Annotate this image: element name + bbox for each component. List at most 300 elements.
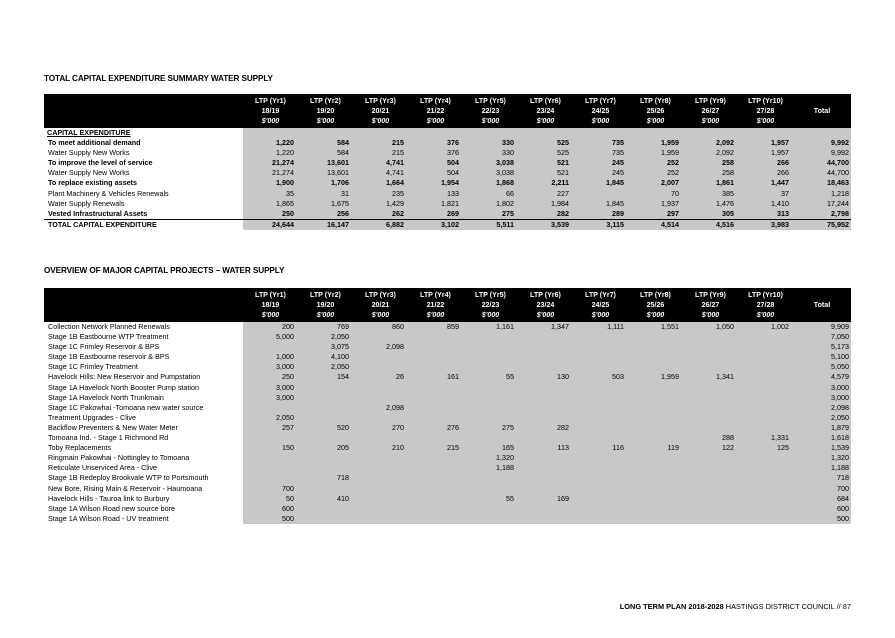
value-cell <box>683 504 738 514</box>
value-cell <box>408 332 463 342</box>
value-cell <box>408 433 463 443</box>
column-header: $'000 <box>518 116 573 128</box>
value-cell: 1,429 <box>353 199 408 209</box>
value-cell <box>518 484 573 494</box>
value-cell <box>243 342 298 352</box>
value-cell: 1,937 <box>628 199 683 209</box>
value-cell: 150 <box>243 443 298 453</box>
row-label: New Bore, Rising Main & Reservoir - Haumoana <box>48 483 203 493</box>
value-cell <box>408 514 463 524</box>
value-cell: 266 <box>738 168 793 178</box>
column-header: LTP (Yr7) <box>573 94 628 106</box>
project-row <box>44 372 851 382</box>
value-cell <box>573 342 628 352</box>
column-header: LTP (Yr10) <box>738 288 793 300</box>
column-header: LTP (Yr7) <box>573 288 628 300</box>
value-cell: 1,341 <box>683 372 738 382</box>
value-cell <box>738 514 793 524</box>
value-cell: 500 <box>243 514 298 524</box>
total-column-header <box>793 116 851 128</box>
value-cell: 718 <box>298 473 353 483</box>
column-header: LTP (Yr6) <box>518 94 573 106</box>
value-cell: 521 <box>518 168 573 178</box>
column-header: LTP (Yr4) <box>408 288 463 300</box>
column-header: LTP (Yr3) <box>353 288 408 300</box>
value-cell: 266 <box>738 158 793 168</box>
value-cell <box>463 352 518 362</box>
column-header: LTP (Yr5) <box>463 94 518 106</box>
column-header: LTP (Yr1) <box>243 94 298 106</box>
value-cell: 1,050 <box>683 322 738 332</box>
column-header: $'000 <box>628 310 683 322</box>
value-cell: 1,802 <box>463 199 518 209</box>
value-cell <box>628 484 683 494</box>
value-cell <box>463 383 518 393</box>
row-label: Water Supply New Works <box>48 168 130 178</box>
value-cell: 50 <box>243 494 298 504</box>
value-cell <box>463 332 518 342</box>
total-column-header <box>793 310 851 322</box>
value-cell: 154 <box>298 372 353 382</box>
value-cell: 1,320 <box>463 453 518 463</box>
footer-council: HASTINGS DISTRICT COUNCIL // 87 <box>723 602 851 611</box>
value-cell <box>573 423 628 433</box>
value-cell: 1,861 <box>683 178 738 188</box>
value-cell <box>573 413 628 423</box>
value-cell: 1,957 <box>738 138 793 148</box>
value-cell: 3,038 <box>463 158 518 168</box>
value-cell <box>573 504 628 514</box>
row-total-cell: 9,909 <box>793 322 851 332</box>
value-cell <box>683 463 738 473</box>
value-cell: 161 <box>408 372 463 382</box>
row-label: Havelock Hills - Tauroa link to Burbury <box>48 493 170 503</box>
column-header: LTP (Yr3) <box>353 94 408 106</box>
value-cell <box>683 383 738 393</box>
column-header: LTP (Yr8) <box>628 288 683 300</box>
column-header: LTP (Yr2) <box>298 94 353 106</box>
project-row <box>44 473 851 483</box>
header-blank-cell <box>44 106 243 116</box>
value-cell: 269 <box>408 209 463 220</box>
value-cell <box>298 433 353 443</box>
header-row-1 <box>44 288 851 300</box>
value-cell <box>518 332 573 342</box>
value-cell: 330 <box>463 138 518 148</box>
row-total-cell: 1,188 <box>793 463 851 473</box>
row-total-cell: 1,320 <box>793 453 851 463</box>
value-cell <box>518 413 573 423</box>
row-label: CAPITAL EXPENDITURE <box>47 128 131 137</box>
value-cell <box>738 463 793 473</box>
project-row <box>44 484 851 494</box>
value-cell: 2,098 <box>353 403 408 413</box>
row-total-cell: 500 <box>793 514 851 524</box>
value-cell <box>573 484 628 494</box>
value-cell: 215 <box>353 138 408 148</box>
row-label: Stage 1A Wilson Road - UV treatment <box>48 513 169 523</box>
value-cell: 55 <box>463 494 518 504</box>
value-cell: 385 <box>683 189 738 199</box>
value-cell: 215 <box>408 443 463 453</box>
value-cell: 1,865 <box>243 199 298 209</box>
column-header: LTP (Yr8) <box>628 94 683 106</box>
value-cell <box>408 383 463 393</box>
column-header: LTP (Yr1) <box>243 288 298 300</box>
column-header: 23/24 <box>518 300 573 310</box>
value-cell: 250 <box>243 372 298 382</box>
value-cell: 520 <box>298 423 353 433</box>
value-cell: 3,000 <box>243 362 298 372</box>
value-cell: 275 <box>463 423 518 433</box>
value-cell <box>738 393 793 403</box>
value-cell <box>573 128 628 138</box>
project-row <box>44 393 851 403</box>
value-cell: 1,959 <box>628 148 683 158</box>
value-cell <box>518 403 573 413</box>
column-header: 27/28 <box>738 300 793 310</box>
value-cell <box>738 383 793 393</box>
row-label: Backflow Preventers & New Water Meter <box>48 422 178 432</box>
column-header: $'000 <box>738 310 793 322</box>
value-cell: 376 <box>408 148 463 158</box>
value-cell <box>298 504 353 514</box>
value-cell <box>518 473 573 483</box>
value-cell: 1,220 <box>243 138 298 148</box>
header-row-2 <box>44 300 851 310</box>
value-cell <box>683 128 738 138</box>
project-row <box>44 494 851 504</box>
value-cell <box>243 128 298 138</box>
value-cell <box>628 362 683 372</box>
value-cell <box>628 332 683 342</box>
value-cell <box>628 128 683 138</box>
value-cell <box>738 128 793 138</box>
value-cell <box>683 403 738 413</box>
value-cell <box>353 362 408 372</box>
project-row <box>44 342 851 352</box>
value-cell <box>408 403 463 413</box>
value-cell <box>518 342 573 352</box>
value-cell <box>518 514 573 524</box>
project-row <box>44 322 851 332</box>
column-header: 21/22 <box>408 106 463 116</box>
column-header: $'000 <box>573 116 628 128</box>
column-header: 18/19 <box>243 300 298 310</box>
value-cell: 2,098 <box>353 342 408 352</box>
header-blank-cell <box>44 94 243 106</box>
value-cell: 245 <box>573 168 628 178</box>
value-cell: 262 <box>353 209 408 220</box>
row-total-cell: 684 <box>793 494 851 504</box>
row-label: Treatment Upgrades - Clive <box>48 412 137 422</box>
column-header: 22/23 <box>463 106 518 116</box>
header-row-3 <box>44 116 851 128</box>
column-header: 22/23 <box>463 300 518 310</box>
total-column-header: Total <box>793 106 851 116</box>
value-cell <box>518 128 573 138</box>
row-total-cell: 44,700 <box>793 158 851 168</box>
header-blank-cell <box>44 116 243 128</box>
value-cell: 2,211 <box>518 178 573 188</box>
project-row <box>44 362 851 372</box>
row-total-cell: 1,879 <box>793 423 851 433</box>
value-cell: 16,147 <box>298 219 353 230</box>
value-cell <box>738 473 793 483</box>
value-cell <box>683 362 738 372</box>
row-total-cell: 2,798 <box>793 209 851 220</box>
value-cell <box>353 128 408 138</box>
value-cell <box>408 494 463 504</box>
row-total-cell: 17,244 <box>793 199 851 209</box>
row-label: Stage 1C Frimley Reservoir & BPS <box>48 342 160 352</box>
row-label: Water Supply New Works <box>48 148 130 158</box>
value-cell <box>353 494 408 504</box>
value-cell <box>683 352 738 362</box>
value-cell <box>353 393 408 403</box>
row-total-cell: 7,050 <box>793 332 851 342</box>
row-label: To improve the level of service <box>48 158 153 168</box>
value-cell <box>463 403 518 413</box>
value-cell: 35 <box>243 189 298 199</box>
header-row-1 <box>44 94 851 106</box>
summary-row <box>44 219 851 230</box>
page-footer <box>620 602 851 611</box>
value-cell: 205 <box>298 443 353 453</box>
row-label: To replace existing assets <box>48 178 137 188</box>
value-cell: 21,274 <box>243 158 298 168</box>
summary-body <box>44 128 851 230</box>
value-cell: 1,821 <box>408 199 463 209</box>
column-header: LTP (Yr9) <box>683 288 738 300</box>
column-header: LTP (Yr5) <box>463 288 518 300</box>
value-cell <box>298 413 353 423</box>
value-cell <box>463 342 518 352</box>
row-total-cell: 75,952 <box>793 219 851 230</box>
row-total-cell: 44,700 <box>793 168 851 178</box>
row-total-cell: 5,173 <box>793 342 851 352</box>
summary-row <box>44 209 851 220</box>
row-total-cell: 1,539 <box>793 443 851 453</box>
row-total-cell: 5,050 <box>793 362 851 372</box>
value-cell: 503 <box>573 372 628 382</box>
value-cell: 1,675 <box>298 199 353 209</box>
column-header: 27/28 <box>738 106 793 116</box>
capital-expenditure-summary-table <box>44 94 851 230</box>
value-cell: 504 <box>408 158 463 168</box>
value-cell <box>738 342 793 352</box>
value-cell <box>243 463 298 473</box>
value-cell: 288 <box>683 433 738 443</box>
value-cell <box>408 453 463 463</box>
row-total-cell <box>793 128 851 138</box>
value-cell <box>298 484 353 494</box>
value-cell <box>518 504 573 514</box>
value-cell <box>628 342 683 352</box>
projects-body <box>44 322 851 524</box>
column-header: $'000 <box>683 310 738 322</box>
value-cell <box>298 514 353 524</box>
value-cell: 1,111 <box>573 322 628 332</box>
column-header: $'000 <box>463 116 518 128</box>
value-cell: 245 <box>573 158 628 168</box>
value-cell <box>683 393 738 403</box>
value-cell: 130 <box>518 372 573 382</box>
value-cell <box>243 433 298 443</box>
value-cell: 256 <box>298 209 353 220</box>
value-cell: 700 <box>243 484 298 494</box>
row-label: Reticulate Unserviced Area - Clive <box>48 463 158 473</box>
column-header: 20/21 <box>353 300 408 310</box>
value-cell <box>243 473 298 483</box>
value-cell <box>408 413 463 423</box>
value-cell <box>408 342 463 352</box>
row-total-cell: 1,218 <box>793 189 851 199</box>
value-cell: 37 <box>738 189 793 199</box>
value-cell: 210 <box>353 443 408 453</box>
value-cell <box>628 453 683 463</box>
value-cell <box>408 362 463 372</box>
value-cell: 119 <box>628 443 683 453</box>
value-cell: 66 <box>463 189 518 199</box>
value-cell <box>353 504 408 514</box>
value-cell <box>738 403 793 413</box>
value-cell <box>408 393 463 403</box>
value-cell: 258 <box>683 168 738 178</box>
column-header: 24/25 <box>573 300 628 310</box>
project-row <box>44 383 851 393</box>
value-cell <box>353 332 408 342</box>
column-header: 18/19 <box>243 106 298 116</box>
column-header: 23/24 <box>518 106 573 116</box>
value-cell: 227 <box>518 189 573 199</box>
value-cell: 860 <box>353 322 408 332</box>
column-header: $'000 <box>243 310 298 322</box>
column-header: $'000 <box>573 310 628 322</box>
column-header: $'000 <box>298 116 353 128</box>
column-header: $'000 <box>628 116 683 128</box>
value-cell: 125 <box>738 443 793 453</box>
value-cell: 297 <box>628 209 683 220</box>
value-cell <box>353 383 408 393</box>
value-cell: 1,957 <box>738 148 793 158</box>
value-cell: 504 <box>408 168 463 178</box>
value-cell: 4,516 <box>683 219 738 230</box>
value-cell: 1,410 <box>738 199 793 209</box>
value-cell: 3,000 <box>243 393 298 403</box>
total-column-header <box>793 288 851 300</box>
header-row-2 <box>44 106 851 116</box>
column-header: 20/21 <box>353 106 408 116</box>
row-total-cell: 2,050 <box>793 413 851 423</box>
value-cell: 169 <box>518 494 573 504</box>
value-cell <box>628 433 683 443</box>
project-row <box>44 413 851 423</box>
value-cell <box>738 362 793 372</box>
value-cell: 1,954 <box>408 178 463 188</box>
value-cell <box>573 473 628 483</box>
value-cell: 1,551 <box>628 322 683 332</box>
column-header: LTP (Yr9) <box>683 94 738 106</box>
value-cell <box>738 453 793 463</box>
value-cell <box>683 473 738 483</box>
value-cell: 525 <box>518 148 573 158</box>
project-row <box>44 514 851 524</box>
value-cell: 330 <box>463 148 518 158</box>
column-header: 19/20 <box>298 106 353 116</box>
value-cell: 2,050 <box>243 413 298 423</box>
value-cell <box>573 189 628 199</box>
project-row <box>44 504 851 514</box>
value-cell <box>738 423 793 433</box>
value-cell <box>463 393 518 403</box>
value-cell: 4,100 <box>298 352 353 362</box>
value-cell <box>518 453 573 463</box>
value-cell: 1,347 <box>518 322 573 332</box>
row-label: Tomoana Ind. - Stage 1 Richmond Rd <box>48 433 169 443</box>
column-header: 21/22 <box>408 300 463 310</box>
column-header: 26/27 <box>683 300 738 310</box>
value-cell <box>628 403 683 413</box>
value-cell: 55 <box>463 372 518 382</box>
column-header: $'000 <box>408 116 463 128</box>
value-cell: 200 <box>243 322 298 332</box>
value-cell: 252 <box>628 158 683 168</box>
row-label: Stage 1B Redeploy Brookvale WTP to Portsmouth <box>48 473 209 483</box>
row-total-cell: 18,463 <box>793 178 851 188</box>
value-cell <box>738 413 793 423</box>
value-cell <box>683 413 738 423</box>
value-cell <box>683 423 738 433</box>
value-cell: 1,000 <box>243 352 298 362</box>
value-cell: 1,900 <box>243 178 298 188</box>
summary-row <box>44 168 851 178</box>
value-cell <box>298 453 353 463</box>
row-total-cell: 600 <box>793 504 851 514</box>
project-row <box>44 443 851 453</box>
value-cell <box>573 332 628 342</box>
value-cell <box>628 514 683 524</box>
value-cell: 250 <box>243 209 298 220</box>
footer-plan-title: LONG TERM PLAN 2018-2028 <box>619 602 724 611</box>
row-label: Water Supply Renewals <box>48 198 125 208</box>
value-cell: 1,845 <box>573 199 628 209</box>
project-row <box>44 423 851 433</box>
column-header: $'000 <box>243 116 298 128</box>
value-cell <box>463 514 518 524</box>
value-cell <box>243 453 298 463</box>
total-column-header <box>793 94 851 106</box>
value-cell <box>628 393 683 403</box>
value-cell <box>738 494 793 504</box>
value-cell: 376 <box>408 138 463 148</box>
value-cell: 305 <box>683 209 738 220</box>
value-cell <box>628 463 683 473</box>
value-cell: 3,038 <box>463 168 518 178</box>
projects-title: OVERVIEW OF MAJOR CAPITAL PROJECTS – WATER SUPPLY <box>44 266 285 275</box>
row-total-cell: 718 <box>793 473 851 483</box>
row-total-cell: 9,992 <box>793 148 851 158</box>
value-cell <box>463 504 518 514</box>
value-cell <box>573 463 628 473</box>
row-label: Stage 1A Havelock North Trunkmain <box>48 392 164 402</box>
value-cell: 24,644 <box>243 219 298 230</box>
value-cell <box>628 494 683 504</box>
column-header: LTP (Yr10) <box>738 94 793 106</box>
value-cell: 2,050 <box>298 362 353 372</box>
row-label: Stage 1A Havelock North Booster Pump station <box>48 382 200 392</box>
value-cell: 70 <box>628 189 683 199</box>
